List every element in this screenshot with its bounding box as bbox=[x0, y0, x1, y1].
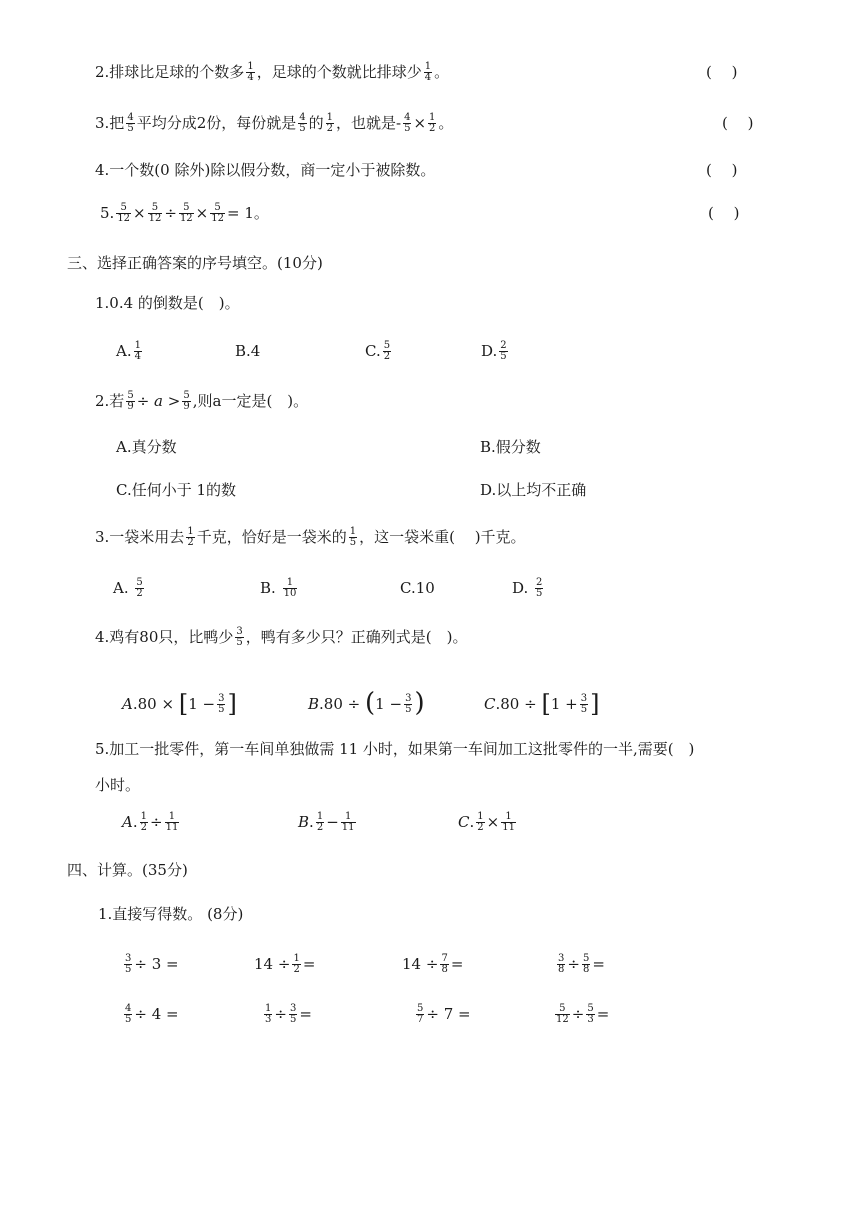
fraction: $\frac{5}{12}$ bbox=[117, 201, 131, 224]
calc-r2-e4: $\frac{5}{12}$ ÷ $\frac{5}{3}$ = bbox=[556, 1002, 610, 1025]
s3-q5-option-c[interactable]: C. $\frac{1}{2}$ × $\frac{1}{11}$ bbox=[458, 810, 515, 833]
s3-q5-line1: 5.加工一批零件，第一车间单独做需 11 小时，如果第一车间加工这批零件的一半,需要( ) bbox=[95, 740, 695, 758]
answer-paren[interactable]: ( ) bbox=[706, 63, 738, 81]
s3-q2-option-b[interactable]: B.假分数 bbox=[480, 438, 541, 456]
calc-r1-e1: $\frac{3}{5}$ ÷ 3 = bbox=[125, 952, 179, 975]
s3-q2-option-c[interactable]: C.任何小于 1的数 bbox=[116, 481, 237, 499]
s3-q1-option-b[interactable]: B.4 bbox=[235, 342, 261, 360]
fraction: $\frac{5}{12}$ bbox=[179, 201, 193, 224]
fraction: $\frac{5}{12}$ bbox=[211, 201, 224, 224]
q2-text: 2.排球比足球的个数多 bbox=[95, 63, 245, 81]
s3-q2-option-a[interactable]: A.真分数 bbox=[116, 438, 177, 456]
calc-r2-e2: $\frac{1}{3}$ ÷ $\frac{3}{5}$ = bbox=[265, 1002, 312, 1025]
fraction: $\frac{5}{12}$ bbox=[148, 201, 162, 224]
s4-sub1: 1.直接写得数。 (8分) bbox=[98, 905, 244, 923]
s3-q2: 2.若 $\frac{5}{9}$ ÷ a > $\frac{5}{9}$ ,则a一定是( )。 bbox=[95, 389, 309, 412]
s3-q3-option-a[interactable]: A. $\frac{5}{2}$ bbox=[113, 576, 143, 599]
s3-q5-option-a[interactable]: A. $\frac{1}{2}$ ÷ $\frac{1}{11}$ bbox=[122, 810, 179, 833]
fraction: $\frac{4}{5}$ bbox=[404, 111, 411, 134]
s3-q4: 4.鸡有80只，比鸭少 $\frac{3}{5}$ ，鸭有多少只？正确列式是( )。 bbox=[95, 625, 468, 648]
s3-q4-option-a[interactable]: A.80 × [1 − $\frac{3}{5}$ ] bbox=[122, 690, 237, 718]
answer-paren[interactable]: ( ) bbox=[708, 204, 740, 222]
judge-q2: 2.排球比足球的个数多 $\frac{1}{4}$ ，足球的个数就比排球少 $\frac{1}{4}$ 。 bbox=[95, 60, 450, 83]
fraction: $\frac{1}{4}$ bbox=[247, 60, 254, 83]
calc-r1-e2: 14 ÷ $\frac{1}{2}$ = bbox=[254, 952, 316, 975]
s3-q5-option-b[interactable]: B. $\frac{1}{2}$ − $\frac{1}{11}$ bbox=[298, 810, 355, 833]
s3-q1: 1.0.4 的倒数是( )。 bbox=[95, 294, 240, 312]
fraction: $\frac{1}{4}$ bbox=[424, 60, 432, 83]
calc-r1-e3: 14 ÷ $\frac{7}{8}$ = bbox=[402, 952, 464, 975]
fraction: $\frac{1}{2}$ bbox=[429, 111, 436, 134]
s3-q1-option-a[interactable]: A. $\frac{1}{4}$ bbox=[116, 339, 141, 362]
s3-q4-option-c[interactable]: C.80 ÷ [1 + $\frac{3}{5}$ ] bbox=[484, 690, 600, 718]
s3-q4-option-b[interactable]: B.80 ÷ (1 − $\frac{3}{5}$ ) bbox=[308, 688, 425, 718]
answer-paren[interactable]: ( ) bbox=[722, 114, 754, 132]
fraction: $\frac{1}{2}$ bbox=[326, 111, 333, 134]
calc-r2-e1: $\frac{4}{5}$ ÷ 4 = bbox=[125, 1002, 179, 1025]
calc-r1-e4: $\frac{3}{8}$ ÷ $\frac{5}{8}$ = bbox=[558, 952, 605, 975]
judge-q5: 5. $\frac{5}{12}$ × $\frac{5}{12}$ ÷ $\frac{5}{12}$ × $\frac{5}{12}$ = 1。 bbox=[100, 201, 269, 224]
s3-q5-line2: 小时。 bbox=[95, 776, 141, 794]
s3-q3-option-d[interactable]: D. $\frac{2}{5}$ bbox=[512, 576, 543, 599]
section4-title: 四、计算。(35分) bbox=[67, 861, 188, 879]
fraction: $\frac{4}{5}$ bbox=[127, 111, 134, 134]
judge-q4: 4.一个数(0 除外)除以假分数，商一定小于被除数。 bbox=[95, 161, 436, 179]
s3-q3-option-b[interactable]: B. $\frac{1}{10}$ bbox=[260, 576, 297, 599]
s3-q1-option-d[interactable]: D. $\frac{2}{5}$ bbox=[481, 339, 507, 362]
s3-q1-option-c[interactable]: C. $\frac{5}{2}$ bbox=[365, 339, 391, 362]
s3-q3-option-c[interactable]: C.10 bbox=[400, 579, 435, 597]
section3-title: 三、选择正确答案的序号填空。(10分) bbox=[67, 254, 323, 272]
answer-paren[interactable]: ( ) bbox=[706, 161, 738, 179]
calc-r2-e3: $\frac{5}{7}$ ÷ 7 = bbox=[417, 1002, 471, 1025]
s3-q2-option-d[interactable]: D.以上均不正确 bbox=[480, 481, 587, 499]
s3-q3: 3.一袋米用去 $\frac{1}{2}$ 千克，恰好是一袋米的 $\frac{1}{5}$ ，这一袋米重( )千克。 bbox=[95, 525, 526, 548]
judge-q3: 3.把 $\frac{4}{5}$ 平均分成2份，每份就是 $\frac{4}{5}$ 的 $\frac{1}{2}$ ，也就是- $\frac{4}{5}$ × $\frac{1}{2}$ 。 bbox=[95, 111, 454, 134]
fraction: $\frac{4}{5}$ bbox=[299, 111, 306, 134]
